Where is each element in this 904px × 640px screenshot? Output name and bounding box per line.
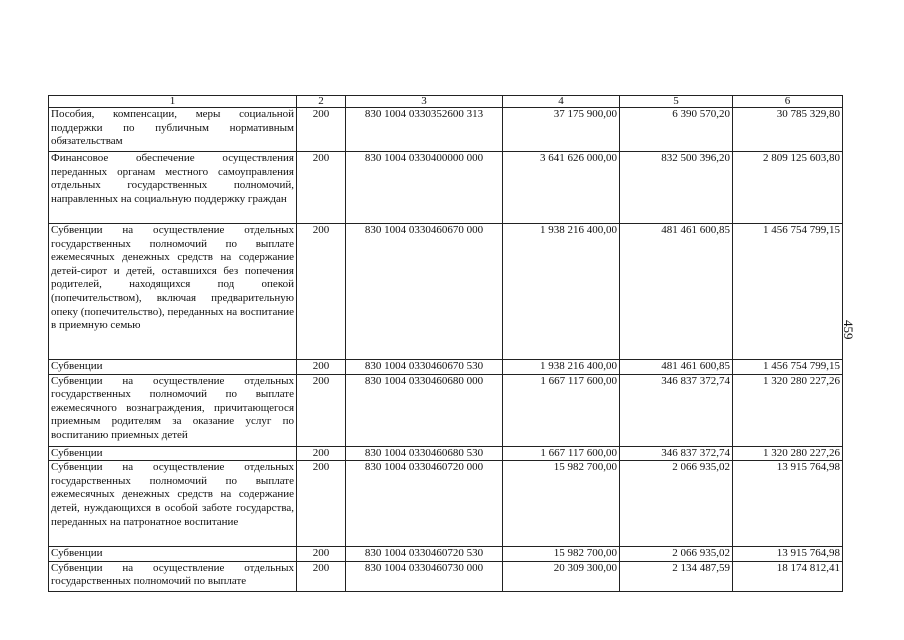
row-ppp: 200 [297, 108, 346, 152]
row-code: 830 1004 0330460680 530 [346, 446, 503, 461]
row-name: Пособия, компенсации, меры социальной поддержки по публичным нормативным обязательствам [49, 108, 297, 152]
table-row [49, 561, 843, 591]
row-col4: 1 938 216 400,00 [503, 360, 620, 375]
row-name: Субвенции на осуществление отдельных государственных полномочий по выплате ежемесячного вознаграждения, причитающегося приемным родителям за оказание услуг по воспитанию приемных детей [49, 374, 297, 446]
row-code: 830 1004 0330460670 000 [346, 224, 503, 360]
table-row [49, 374, 843, 446]
table-row [49, 108, 843, 152]
row-col5: 2 066 935,02 [620, 461, 733, 547]
row-col6: 1 456 754 799,15 [733, 224, 843, 360]
row-ppp: 200 [297, 224, 346, 360]
row-name: Субвенции на осуществление отдельных государственных полномочий по выплате [49, 561, 297, 591]
header-col-2: 2 [297, 96, 346, 108]
row-code: 830 1004 0330352600 313 [346, 108, 503, 152]
table-row [49, 360, 843, 375]
row-col6: 13 915 764,98 [733, 547, 843, 562]
header-col-4: 4 [503, 96, 620, 108]
row-col6: 1 456 754 799,15 [733, 360, 843, 375]
row-col6: 18 174 812,41 [733, 561, 843, 591]
row-name: Субвенции [49, 446, 297, 461]
row-code: 830 1004 0330460680 000 [346, 374, 503, 446]
row-col6: 1 320 280 227,26 [733, 374, 843, 446]
row-col4: 3 641 626 000,00 [503, 152, 620, 224]
budget-table [48, 95, 843, 592]
row-code: 830 1004 0330460720 000 [346, 461, 503, 547]
row-col5: 346 837 372,74 [620, 374, 733, 446]
row-col6: 2 809 125 603,80 [733, 152, 843, 224]
row-ppp: 200 [297, 461, 346, 547]
row-col6: 1 320 280 227,26 [733, 446, 843, 461]
row-code: 830 1004 0330460730 000 [346, 561, 503, 591]
header-col-5: 5 [620, 96, 733, 108]
row-name: Субвенции на осуществление отдельных государственных полномочий по выплате ежемесячных денежных средств на содержание детей, нуждающихся в особой заботе государства, переданных на патронатное воспитание [49, 461, 297, 547]
row-name: Субвенции [49, 360, 297, 375]
table-row [49, 152, 843, 224]
row-code: 830 1004 0330460670 530 [346, 360, 503, 375]
row-name: Финансовое обеспечение осуществления переданных органам местного самоуправления отдельных государственных полномочий, направленных на социальную поддержку граждан [49, 152, 297, 224]
table-row [49, 446, 843, 461]
row-ppp: 200 [297, 374, 346, 446]
row-col4: 15 982 700,00 [503, 461, 620, 547]
row-col5: 2 066 935,02 [620, 547, 733, 562]
table-row [49, 547, 843, 562]
row-ppp: 200 [297, 547, 346, 562]
page-number: 459 [841, 320, 856, 340]
row-col5: 481 461 600,85 [620, 224, 733, 360]
row-col4: 1 667 117 600,00 [503, 446, 620, 461]
row-col5: 481 461 600,85 [620, 360, 733, 375]
row-col5: 832 500 396,20 [620, 152, 733, 224]
row-col6: 30 785 329,80 [733, 108, 843, 152]
row-col4: 20 309 300,00 [503, 561, 620, 591]
header-col-6: 6 [733, 96, 843, 108]
row-ppp: 200 [297, 152, 346, 224]
row-ppp: 200 [297, 446, 346, 461]
header-col-3: 3 [346, 96, 503, 108]
row-col6: 13 915 764,98 [733, 461, 843, 547]
row-col4: 15 982 700,00 [503, 547, 620, 562]
header-row [49, 96, 843, 108]
row-col4: 1 938 216 400,00 [503, 224, 620, 360]
row-col5: 2 134 487,59 [620, 561, 733, 591]
row-ppp: 200 [297, 561, 346, 591]
row-col5: 346 837 372,74 [620, 446, 733, 461]
row-col5: 6 390 570,20 [620, 108, 733, 152]
header-col-1: 1 [49, 96, 297, 108]
row-ppp: 200 [297, 360, 346, 375]
table-row [49, 224, 843, 360]
row-name: Субвенции на осуществление отдельных государственных полномочий по выплате ежемесячных денежных средств на содержание детей-сирот и детей, оставшихся без попечения родителей, находящихся под опекой (попечительством), включая предварительную опеку (попечительство), переданных на воспитание в приемную семью [49, 224, 297, 360]
row-code: 830 1004 0330400000 000 [346, 152, 503, 224]
row-col4: 37 175 900,00 [503, 108, 620, 152]
row-name: Субвенции [49, 547, 297, 562]
row-col4: 1 667 117 600,00 [503, 374, 620, 446]
table-row [49, 461, 843, 547]
row-code: 830 1004 0330460720 530 [346, 547, 503, 562]
